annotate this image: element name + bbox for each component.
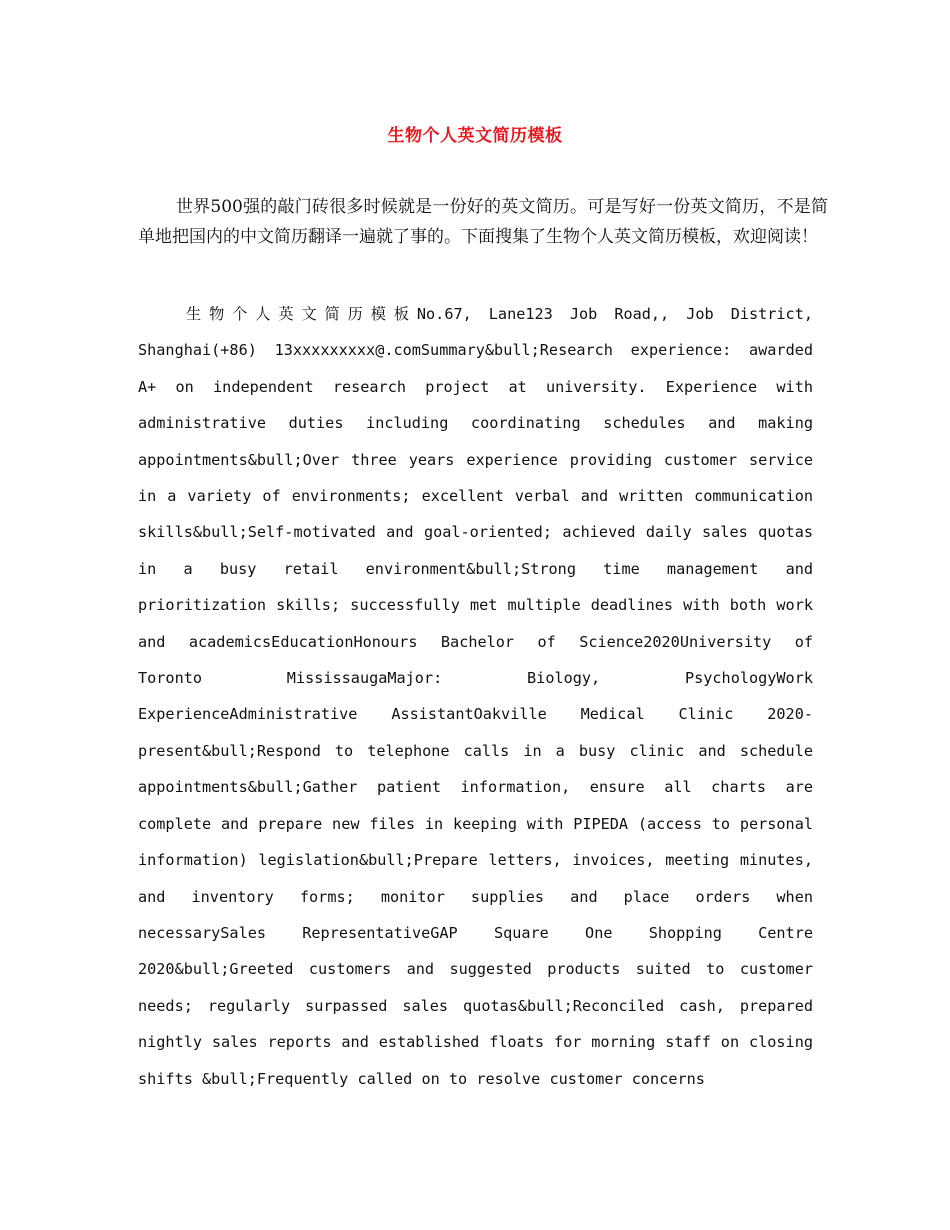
intro-paragraph: 世界500强的敲门砖很多时候就是一份好的英文简历。可是写好一份英文简历，不是简单地把国内的中文简历翻译一遍就了事的。下面搜集了生物个人英文简历模板，欢迎阅读！ bbox=[138, 197, 828, 247]
resume-body-paragraph: 生物个人英文简历模板No.67, Lane123 Job Road,, Job District, Shanghai(+86) 13xxxxxxxxx@.comSummary&bull;Research experience: awarded A+ on independent research project at university. Experience with administrative duties including coordinating schedules and making appointments&bull;Over three years experience providing customer service in a variety of environments; excellent verbal and written communication skills&bull;Self-motivated and goal-oriented; achieved daily sales quotas in a busy retail environment&bull;Strong time management and prioritization skills; successfully met multiple deadlines with both work and academicsEducationHonours Bachelor of Science2020University of Toronto MississaugaMajor: Biology, PsychologyWork ExperienceAdministrative AssistantOakville Medical Clinic 2020-present&bull;Respond to telephone calls in a busy clinic and schedule appointments&bull;Gather patient information, ensure all charts are complete and prepare new files in keeping with PIPEDA (access to personal information) legislation&bull;Prepare letters, invoices, meeting minutes, and inventory forms; monitor supplies and place orders when necessarySales RepresentativeGAP Square One Shopping Centre 2020&bull;Greeted customers and suggested products suited to customer needs; regularly surpassed sales quotas&bull;Reconciled cash, prepared nightly sales reports and established floats for morning staff on closing shifts &bull;Frequently called on to resolve customer concerns bbox=[138, 305, 813, 1088]
page-title: 生物个人英文简历模板 bbox=[387, 126, 563, 146]
